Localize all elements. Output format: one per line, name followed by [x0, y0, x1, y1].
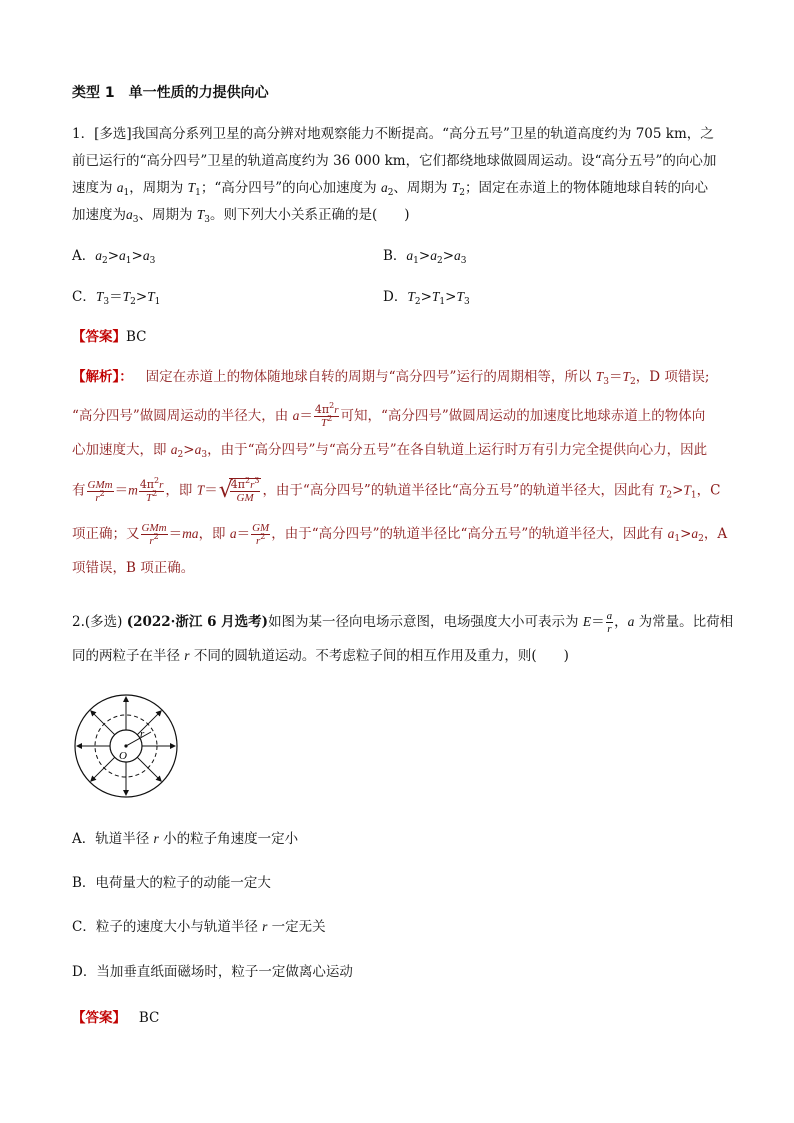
q1-option-d[interactable]: D．$T_2>T_1>T_3$	[383, 289, 470, 307]
section-number: 类型 1	[72, 85, 115, 101]
q2-answer-value: BC	[138, 1010, 160, 1026]
figure-label-o: O	[119, 750, 127, 762]
q1-analysis-line-5: 项正确；又 $\frac{\text{GMm}}{r^2}$ ＝ma，即 a＝ $\frac{GM}{r^2}$ ，由于“高分四号”的轨道半径比“高分五号”的轨道半径大，因此有 $a_1>a_2$，A	[72, 522, 728, 547]
q2-option-a[interactable]: A．轨道半径 r 小的粒子角速度一定小	[72, 831, 299, 847]
q2-answer	[72, 1008, 159, 1028]
q1-answer-label: 【答案】	[72, 329, 126, 345]
q1-stem-line-1: 1．[多选]我国高分系列卫星的高分辨对地观察能力不断提高。“高分五号”卫星的轨道高度约为 705 km，之	[72, 126, 714, 142]
q1-option-b[interactable]: B．$a_1>a_2>a_3$	[383, 248, 467, 266]
radial-field-figure	[70, 694, 182, 799]
q2-stem-line-1: 2.(多选) (2022·浙江 6 月选考)如图为某一径向电场示意图，电场强度大小可表示为 E＝ $\frac{a}{r}$ ，a 为常量。比荷相	[72, 610, 734, 635]
q1-stem-line-3: 速度为 $a_1$，周期为 $T_1$；“高分四号”的向心加速度为 $a_2$、周期为 $T_2$；固定在赤道上的物体随地球自转的向心	[72, 180, 708, 198]
figure-label-r: r	[140, 728, 145, 740]
q1-analysis-line-2: “高分四号”做圆周运动的半径大，由 a＝ $\frac{4\pi^2r}{T^2}$ 可知，“高分四号”做圆周运动的加速度比地球赤道上的物体向	[72, 401, 706, 429]
q2-answer-label: 【答案】	[72, 1010, 126, 1026]
q2-option-d[interactable]: D．当加垂直纸面磁场时，粒子一定做离心运动	[72, 964, 353, 980]
q2-option-c[interactable]: C．粒子的速度大小与轨道半径 r 一定无关	[72, 919, 326, 935]
q2-option-b[interactable]: B．电荷量大的粒子的动能一定大	[72, 875, 271, 891]
q1-stem-line-2: 前已运行的“高分四号”卫星的轨道高度约为 36 000 km，它们都绕地球做圆周运动。设“高分五号”的向心加	[72, 153, 717, 169]
q2-stem-line-2: 同的两粒子在半径 r 不同的圆轨道运动。不考虑粒子间的相互作用及重力，则( )	[72, 648, 569, 664]
q2-source: (2022·浙江 6 月选考)	[126, 614, 269, 630]
q1-answer	[72, 327, 147, 347]
q1-analysis-line-4: 有 $\frac{\text{GMm}}{r^2}$ ＝m $\frac{4\pi^2r}{T^2}$ ，即 T＝ √ $\frac{4\pi^2r^3}{GM}$ ，由于“高分四号”的轨道半径比“高分五号”的轨道半径大，因此有 $T_2>T_1$，C	[72, 475, 721, 504]
section-title	[72, 83, 269, 103]
q1-option-c[interactable]: C．$T_3=T_2>T_1$	[72, 289, 161, 307]
q1-answer-value: BC	[126, 329, 147, 345]
section-title-text: 单一性质的力提供向心	[128, 85, 269, 101]
q1-analysis-line-6: 项错误，B 项正确。	[72, 560, 195, 576]
q1-analysis-label: 【解析】：	[72, 369, 133, 385]
q1-analysis-line-3: 心加速度大，即 $a_2>a_3$，由于“高分四号”与“高分五号”在各自轨道上运行时万有引力完全提供向心力，因此	[72, 442, 708, 460]
q1-stem-line-4: 加速度为$a_3$、周期为 $T_3$。则下列大小关系正确的是( )	[72, 207, 410, 225]
q1-analysis-line-1: 【解析】： 固定在赤道上的物体随地球自转的周期与“高分四号”运行的周期相等，所以 $T_3=T_2$，D 项错误;	[72, 369, 710, 387]
q1-option-a[interactable]: A．$a_2>a_1>a_3$	[72, 248, 156, 266]
